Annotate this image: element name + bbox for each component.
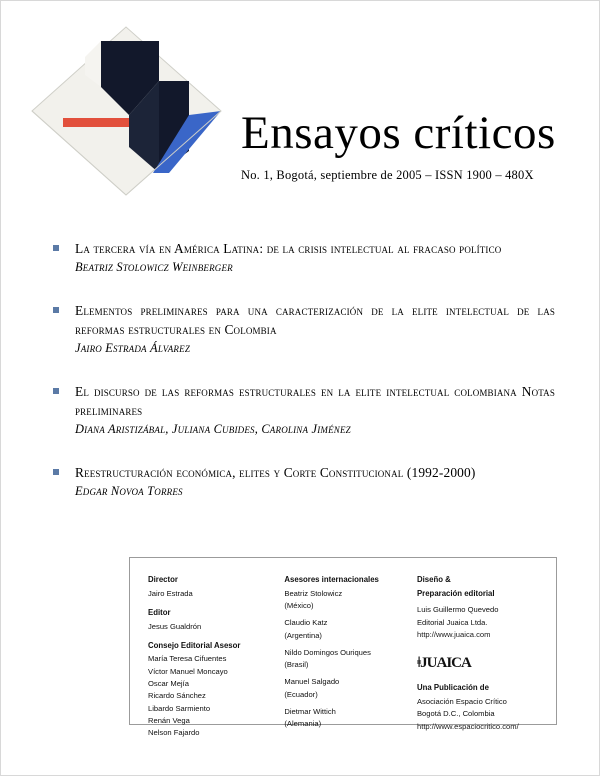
juaica-logo: ǂJUAICA: [416, 655, 471, 672]
masthead: [1, 1, 599, 201]
article-title: Elementos preliminares para una caracterización de la elite intelectual de las reformas estructurales en Colombia: [75, 303, 555, 338]
advisor-country: (Alemania): [284, 719, 322, 729]
article-title: Reestructuración económica, elites y Corte Constitucional (1992-2000): [75, 465, 476, 481]
article-author: Diana Aristizábal, Juliana Cubides, Carolina Jiménez: [75, 422, 351, 437]
advisor-country: (Ecuador): [284, 689, 318, 699]
table-of-contents: [53, 239, 555, 499]
publisher-organization: Asociación Espacio Crítico: [416, 697, 507, 707]
director-heading: Director: [148, 575, 178, 584]
board-member: Libardo Sarmiento: [148, 703, 211, 713]
board-member: Oscar Mejía: [148, 679, 189, 689]
article-title: El discurso de las reformas estructurales en la elite intelectual colombiana Notas preliminares: [75, 384, 555, 419]
advisor-name: Manuel Salgado: [284, 677, 340, 687]
article-author: Beatriz Stolowicz Weinberger: [75, 260, 233, 275]
design-heading-line2: Preparación editorial: [416, 588, 495, 598]
article-title: La tercera vía en América Latina: de la crisis intelectual al fracaso político: [75, 241, 502, 256]
toc-entry: [53, 463, 555, 499]
issue-line: No. 1, Bogotá, septiembre de 2005 – ISSN 1900 – 480X: [241, 168, 534, 183]
design-heading-line1: Diseño &: [416, 575, 451, 584]
credits-column-production: [416, 574, 542, 731]
abstract-geometric-logo: [29, 23, 224, 198]
credits-column-staff: [148, 574, 284, 738]
board-member: Renán Vega: [148, 715, 190, 725]
designer-name: Luis Guillermo Quevedo: [416, 605, 499, 615]
board-member: Nelson Fajardo: [148, 728, 200, 738]
article-author: Jairo Estrada Álvarez: [75, 341, 191, 356]
credits-box: [129, 557, 557, 738]
square-bullet-icon: [53, 245, 59, 251]
publisher-website-link[interactable]: http://www.espaciocritico.com/: [416, 721, 519, 731]
advisor-country: (Argentina): [284, 630, 322, 640]
editorial-board-heading: Consejo Editorial Asesor: [148, 640, 241, 650]
toc-entry: [53, 239, 555, 275]
board-member: Ricardo Sánchez: [148, 691, 206, 701]
design-company: Editorial Juaica Ltda.: [416, 617, 488, 627]
toc-entry: [53, 301, 555, 356]
publisher-city: Bogotá D.C., Colombia: [416, 709, 495, 719]
advisor-name: Nildo Domingos Ouriques: [284, 647, 371, 657]
director-name: Jairo Estrada: [148, 588, 193, 598]
advisor-name: Claudio Katz: [284, 618, 328, 628]
title-block: [241, 109, 575, 183]
editor-heading: Editor: [148, 607, 171, 617]
advisor-name: Dietmar Wittich: [284, 707, 336, 716]
toc-entry: [53, 382, 555, 437]
board-member: Víctor Manuel Moncayo: [148, 666, 228, 676]
spacer: [417, 641, 542, 647]
square-bullet-icon: [53, 388, 59, 394]
board-member: María Teresa Cifuentes: [148, 654, 227, 664]
advisor-country: (Brasil): [284, 660, 309, 670]
square-bullet-icon: [53, 469, 59, 475]
publication-heading: Una Publicación de: [416, 683, 489, 693]
journal-title: Ensayos críticos: [241, 107, 556, 159]
credits-column-advisors: [284, 574, 417, 729]
design-website-link[interactable]: http://www.juaica.com: [416, 629, 491, 639]
editor-name: Jesus Gualdrón: [148, 621, 202, 631]
advisor-name: Beatriz Stolowicz: [284, 588, 343, 598]
article-author: Edgar Novoa Torres: [75, 484, 183, 499]
advisor-country: (México): [284, 600, 314, 610]
square-bullet-icon: [53, 307, 59, 313]
international-advisors-heading: Asesores internacionales: [284, 575, 379, 584]
